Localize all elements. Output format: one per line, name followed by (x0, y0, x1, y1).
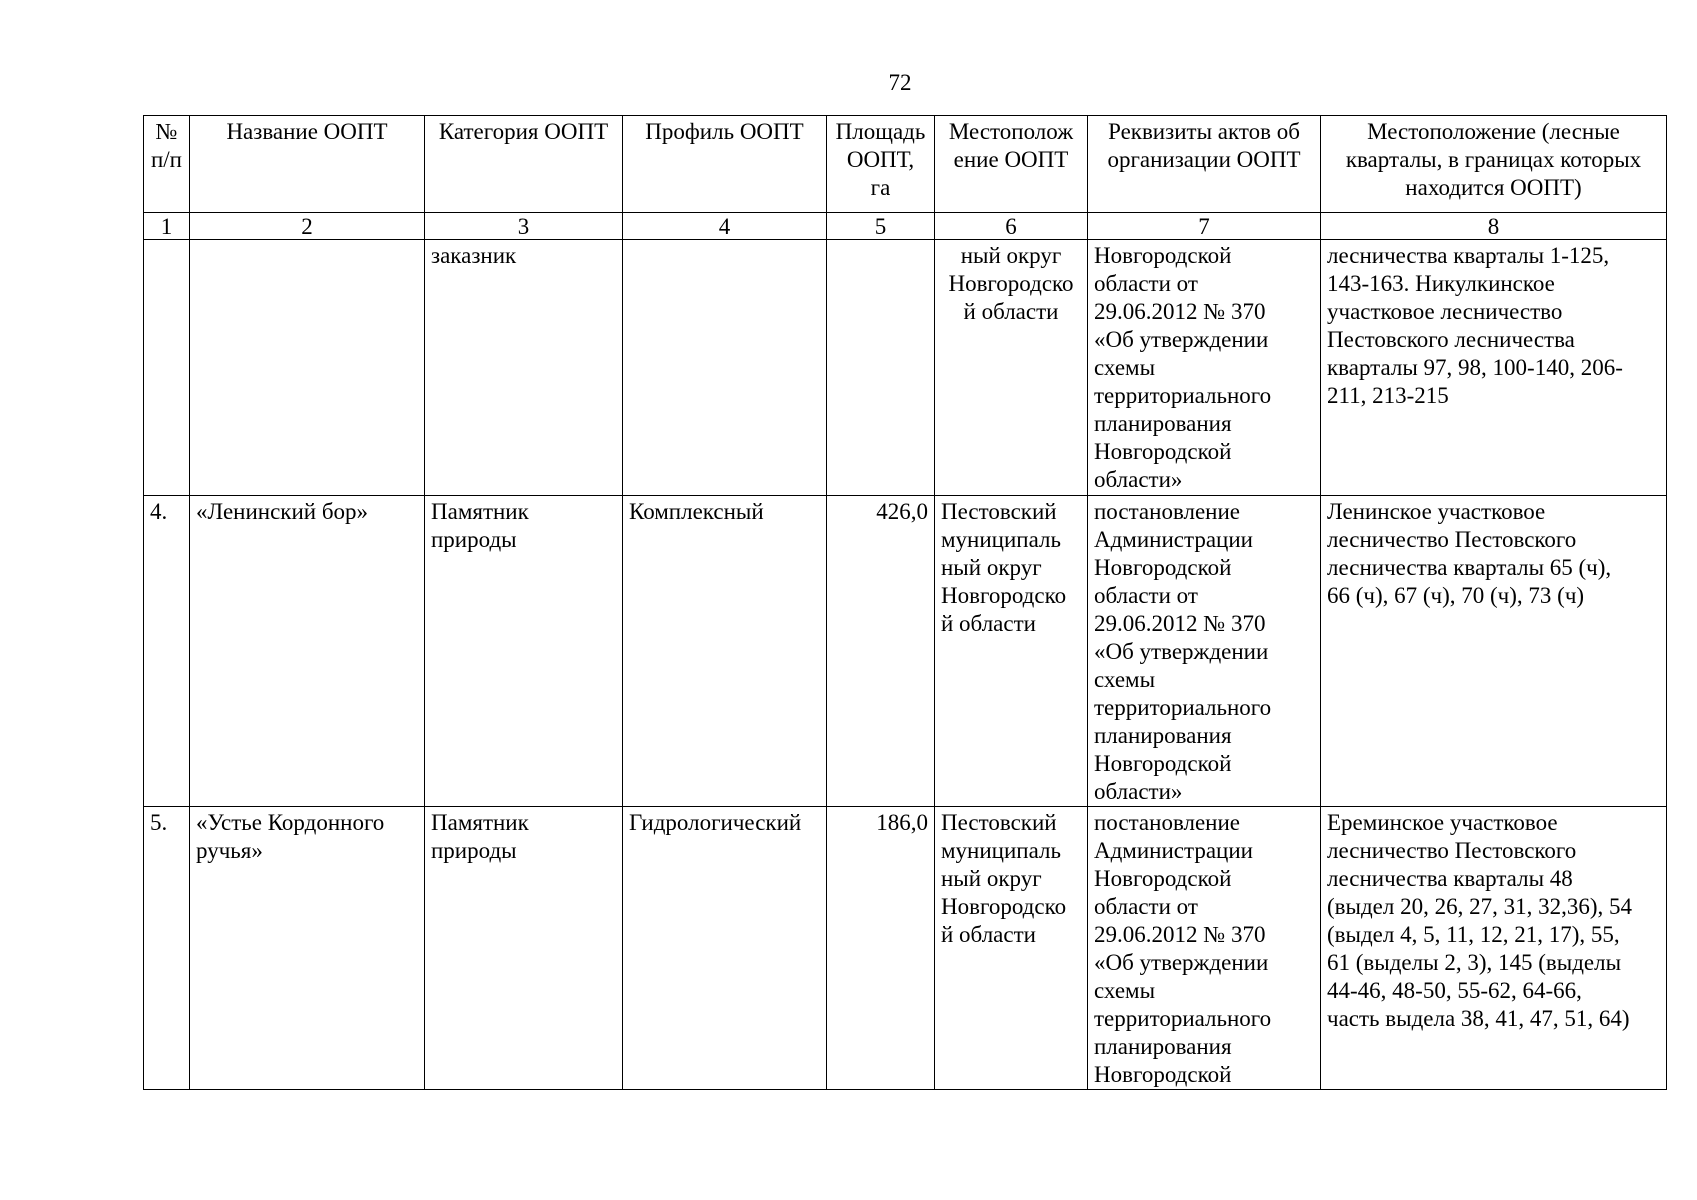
oopt-table (143, 115, 1667, 1090)
name-cell: «Ленинский бор» (190, 496, 425, 807)
header-cell: Реквизиты актов об организации ООПТ (1088, 116, 1321, 213)
acts-cell: постановление Администрации Новгородской области от 29.06.2012 № 370 «Об утверждении схемы территориального планирования Новгородской области» (1088, 496, 1321, 807)
profile-cell: Гидрологический (623, 807, 827, 1090)
profile-cell: Комплексный (623, 496, 827, 807)
row-number-cell: 4. (144, 496, 190, 807)
area-cell: 186,0 (827, 807, 935, 1090)
header-cell: Профиль ООПТ (623, 116, 827, 213)
column-number-cell: 5 (827, 213, 935, 240)
header-cell: Местоположение (лесные кварталы, в границах которых находится ООПТ) (1321, 116, 1667, 213)
row-number-cell (144, 240, 190, 496)
header-cell: Категория ООПТ (425, 116, 623, 213)
forest-location-cell: Ленинское участковое лесничество Пестовского лесничества кварталы 65 (ч), 66 (ч), 67 (ч), 70 (ч), 73 (ч) (1321, 496, 1667, 807)
area-cell (827, 240, 935, 496)
column-number-cell: 7 (1088, 213, 1321, 240)
table-row (144, 240, 1667, 496)
profile-cell (623, 240, 827, 496)
table-row (144, 807, 1667, 1090)
column-number-cell: 1 (144, 213, 190, 240)
header-cell: Площадь ООПТ, га (827, 116, 935, 213)
location-cell: Пестовский муниципаль ный округ Новгородско й области (935, 807, 1088, 1090)
area-cell: 426,0 (827, 496, 935, 807)
column-number-cell: 6 (935, 213, 1088, 240)
acts-cell: Новгородской области от 29.06.2012 № 370 «Об утверждении схемы территориального планирования Новгородской области» (1088, 240, 1321, 496)
header-cell: № п/п (144, 116, 190, 213)
table-header-row (144, 116, 1667, 213)
column-number-cell: 4 (623, 213, 827, 240)
name-cell (190, 240, 425, 496)
name-cell: «Устье Кордонного ручья» (190, 807, 425, 1090)
column-number-cell: 3 (425, 213, 623, 240)
table-row (144, 496, 1667, 807)
column-number-cell: 8 (1321, 213, 1667, 240)
category-cell: Памятник природы (425, 496, 623, 807)
column-number-row (144, 213, 1667, 240)
acts-cell: постановление Администрации Новгородской области от 29.06.2012 № 370 «Об утверждении схемы территориального планирования Новгородской (1088, 807, 1321, 1090)
forest-location-cell: лесничества кварталы 1-125, 143-163. Никулкинское участковое лесничество Пестовского лесничества кварталы 97, 98, 100-140, 206- 211, 213-215 (1321, 240, 1667, 496)
forest-location-cell: Ереминское участковое лесничество Пестовского лесничества кварталы 48 (выдел 20, 26, 27, 31, 32,36), 54 (выдел 4, 5, 11, 12, 21, 17), 55, 61 (выделы 2, 3), 145 (выделы 44-46, 48-50, 55-62, 64-66, часть выдела 38, 41, 47, 51, 64) (1321, 807, 1667, 1090)
category-cell: заказник (425, 240, 623, 496)
page-number: 72 (888, 70, 912, 95)
header-cell: Местополож ение ООПТ (935, 116, 1088, 213)
column-number-cell: 2 (190, 213, 425, 240)
row-number-cell: 5. (144, 807, 190, 1090)
location-cell: Пестовский муниципаль ный округ Новгородско й области (935, 496, 1088, 807)
header-cell: Название ООПТ (190, 116, 425, 213)
category-cell: Памятник природы (425, 807, 623, 1090)
location-cell: ный округ Новгородско й области (935, 240, 1088, 496)
